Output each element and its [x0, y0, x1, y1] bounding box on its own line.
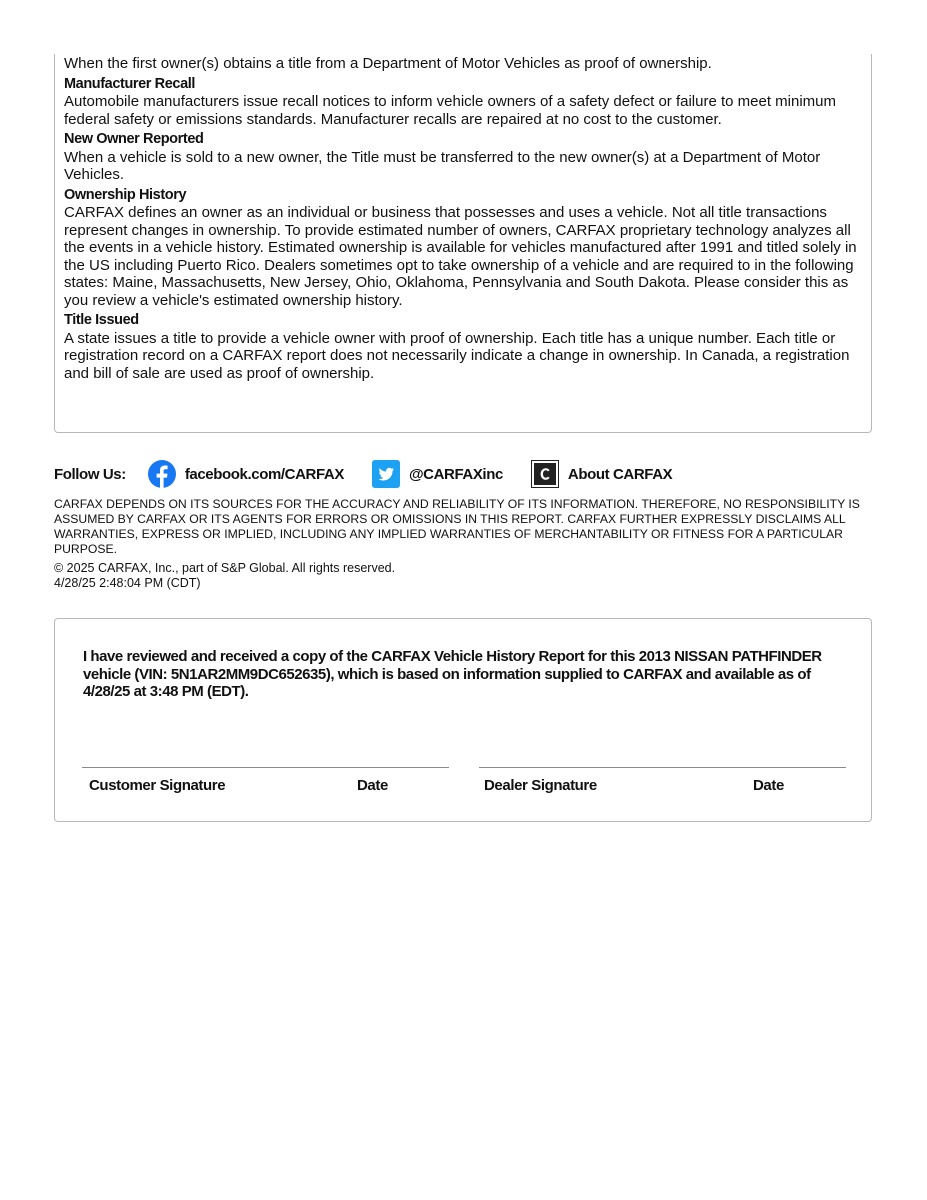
- facebook-link[interactable]: [148, 460, 344, 488]
- report-timestamp: 4/28/25 2:48:04 PM (CDT): [54, 576, 201, 590]
- glossary-term-new-owner-reported: [64, 131, 862, 184]
- twitter-link[interactable]: [372, 460, 503, 488]
- glossary-term-manufacturer-recall: [64, 76, 862, 129]
- follow-us-label: Follow Us:: [54, 465, 126, 483]
- glossary-term-body: When a vehicle is sold to a new owner, the Title must be transferred to the new owner(s) at a Department of Motor Vehicles.: [64, 148, 821, 183]
- twitter-link-text: @CARFAXinc: [408, 465, 503, 483]
- legal-disclaimer: CARFAX DEPENDS ON ITS SOURCES FOR THE ACCURACY AND RELIABILITY OF ITS INFORMATION. THEREFORE, NO RESPONSIBILITY IS ASSUMED BY CARFAX OR ITS AGENTS FOR ERRORS OR OMISSIONS IN THIS REPORT. CARFAX FURTHER EXPRESSLY DISCLAIMS ALL WARRANTIES, EXPRESS OR IMPLIED, INCLUDING ANY IMPLIED WARRANTIES OF MERCHANTABILITY OR FITNESS FOR A PARTICULAR PURPOSE.: [54, 497, 860, 556]
- facebook-icon: [148, 460, 176, 488]
- dealer-signature-label: Dealer Signature: [484, 777, 597, 794]
- twitter-icon: [372, 460, 400, 488]
- glossary-term-body: A state issues a title to provide a vehicle owner with proof of ownership. Each title has a unique number. Each title or registration record on a CARFAX report does not necessarily indicate a change in ownership. In Canada, a registration and bill of sale are used as proof of ownership.: [64, 329, 850, 382]
- customer-signature-label: Customer Signature: [89, 777, 226, 794]
- copyright-block: [54, 561, 395, 591]
- glossary-section: [54, 54, 872, 433]
- glossary-term-title: New Owner Reported: [64, 131, 204, 147]
- copyright-text: © 2025 CARFAX, Inc., part of S&P Global. All rights reserved.: [54, 561, 396, 575]
- glossary-term-title: Title Issued: [64, 312, 139, 328]
- about-carfax-link[interactable]: [531, 460, 672, 488]
- signature-acknowledgement-box: [54, 618, 872, 822]
- facebook-link-text: facebook.com/CARFAX: [184, 465, 344, 483]
- dealer-signature-line[interactable]: [479, 767, 846, 768]
- glossary-term-ownership-history: [64, 187, 862, 310]
- customer-signature-line[interactable]: [82, 767, 449, 768]
- glossary-term-title-issued: [64, 312, 862, 382]
- dealer-date-label: Date: [753, 777, 784, 794]
- glossary-term-body: Automobile manufacturers issue recall notices to inform vehicle owners of a safety defect or failure to meet minimum federal safety or emissions standards. Manufacturer recalls are repaired at no cost to the customer.: [64, 93, 837, 128]
- about-carfax-link-text: About CARFAX: [567, 465, 673, 483]
- customer-date-label: Date: [357, 777, 388, 794]
- acknowledgement-text: I have reviewed and received a copy of the CARFAX Vehicle History Report for this 2013 NISSAN PATHFINDER vehicle (VIN: 5N1AR2MM9DC652635), which is based on information supplied to CARFAX and available as of 4/28/25 at 3:48 PM (EDT).: [83, 648, 822, 700]
- carfax-logo-icon: [531, 460, 559, 488]
- glossary-term-title: Manufacturer Recall: [64, 75, 195, 92]
- glossary-intro-text: When the first owner(s) obtains a title from a Department of Motor Vehicles as proof of ownership.: [64, 55, 712, 72]
- glossary-term-body: CARFAX defines an owner as an individual or business that possesses and uses a vehicle. Not all title transactions represent changes in ownership. To provide estimated number of owners, CARFAX proprietary technology analyzes all the events in a vehicle history. Estimated ownership is available for vehicles manufactured after 1991 and titled solely in the US including Puerto Rico. Dealers sometimes opt to take ownership of a vehicle and are required to in the following states: Maine, Massachusetts, New Jersey, Ohio, Oklahoma, Pennsylvania and South Dakota. Please consider this as you review a vehicle's estimated ownership history.: [64, 204, 857, 309]
- social-follow-bar: [54, 459, 700, 489]
- glossary-term-title: Ownership History: [64, 186, 187, 203]
